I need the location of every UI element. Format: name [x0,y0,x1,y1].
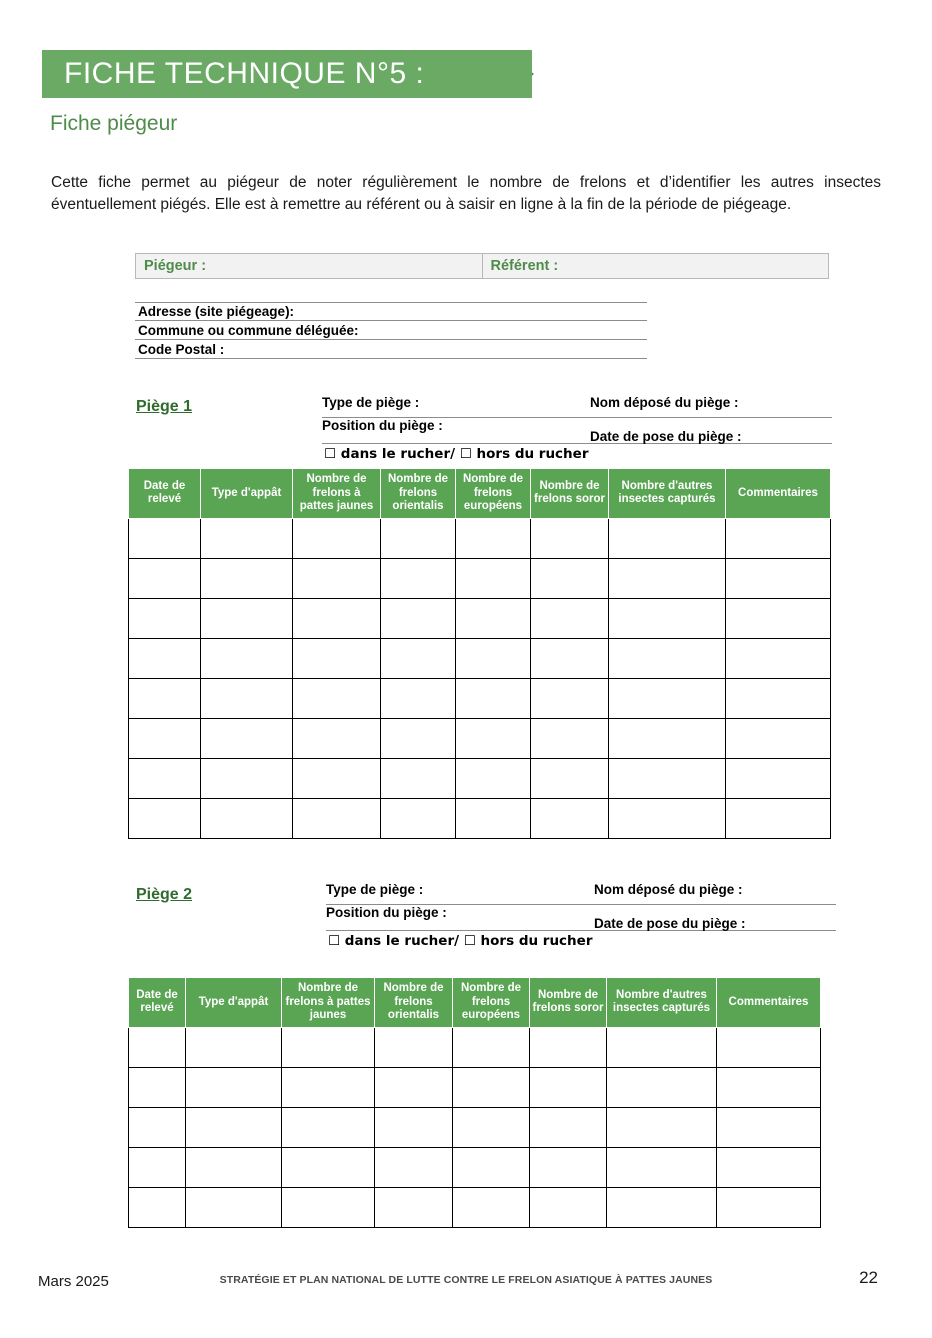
footer-date: Mars 2025 [38,1273,109,1290]
table-cell[interactable] [453,1027,530,1067]
trap-1-table [128,468,831,839]
table-cell[interactable] [129,1067,186,1107]
table-cell[interactable] [375,1067,453,1107]
table-cell[interactable] [530,1067,607,1107]
table-cell[interactable] [375,1027,453,1067]
table-cell[interactable] [717,1107,821,1147]
col-date-releve: Date de relevé [129,978,186,1028]
table-cell[interactable] [607,1027,717,1067]
trap-1-table-body [129,518,831,838]
table-cell[interactable] [726,678,831,718]
trap-1-type-row[interactable] [322,395,832,418]
trap-1-fields [322,395,832,467]
table-cell[interactable] [186,1147,282,1187]
trap-1-position-row[interactable] [322,418,832,444]
col-frelons-pattes-jaunes: Nombre de frelons à pattes jaunes [293,469,381,519]
table-cell[interactable] [129,678,201,718]
table-cell[interactable] [201,518,293,558]
col-type-appat: Type d'appât [186,978,282,1028]
table-cell[interactable] [530,1107,607,1147]
table-cell[interactable] [129,598,201,638]
trap-1-date-label: Date de pose du piège : [590,429,742,444]
col-frelons-orientalis: Nombre de frelons orientalis [381,469,456,519]
col-autres-insectes: Nombre d'autres insectes capturés [607,978,717,1028]
table-cell[interactable] [375,1147,453,1187]
trap-1-position-label: Position du piège : [322,418,443,433]
trap-2-fields [326,882,836,954]
trap-2-table-header-row [129,978,821,1028]
table-cell[interactable] [609,518,726,558]
table-cell[interactable] [531,638,609,678]
col-frelons-europeens: Nombre de frelons européens [453,978,530,1028]
table-cell[interactable] [717,1027,821,1067]
table-cell[interactable] [293,678,381,718]
trap-2-type-label: Type de piège : [326,882,424,897]
col-frelons-soror: Nombre de frelons soror [531,469,609,519]
table-cell[interactable] [381,518,456,558]
table-cell[interactable] [453,1147,530,1187]
table-cell[interactable] [201,598,293,638]
table-cell[interactable] [726,558,831,598]
trap-2-position-label: Position du piège : [326,905,447,920]
table-cell[interactable] [129,518,201,558]
table-cell[interactable] [531,798,609,838]
table-cell[interactable] [186,1027,282,1067]
table-cell[interactable] [293,598,381,638]
col-autres-insectes: Nombre d'autres insectes capturés [609,469,726,519]
table-cell[interactable] [129,1107,186,1147]
table-cell[interactable] [531,718,609,758]
footer-title: STRATÉGIE ET PLAN NATIONAL DE LUTTE CONTRE LE FRELON ASIATIQUE À PATTES JAUNES [219,1274,713,1286]
col-frelons-orientalis: Nombre de frelons orientalis [375,978,453,1028]
table-cell[interactable] [282,1027,375,1067]
table-cell[interactable] [531,758,609,798]
table-cell[interactable] [453,1107,530,1147]
table-cell[interactable] [607,1187,717,1227]
table-cell[interactable] [129,1187,186,1227]
table-cell[interactable] [201,798,293,838]
table-cell[interactable] [456,678,531,718]
page-subtitle: Fiche piégeur [50,112,178,135]
table-cell[interactable] [609,798,726,838]
table-cell[interactable] [531,678,609,718]
table-cell[interactable] [456,638,531,678]
table-cell[interactable] [726,638,831,678]
table-cell[interactable] [726,598,831,638]
table-cell[interactable] [129,558,201,598]
commune-field[interactable]: Commune ou commune déléguée: [135,321,647,340]
table-cell[interactable] [456,598,531,638]
trap-2-type-row[interactable] [326,882,836,905]
table-row [129,558,831,598]
trap-1-table-header-row [129,469,831,519]
table-cell[interactable] [201,678,293,718]
col-commentaires: Commentaires [717,978,821,1028]
table-cell[interactable] [201,718,293,758]
table-cell[interactable] [129,798,201,838]
table-cell[interactable] [282,1187,375,1227]
table-cell[interactable] [381,638,456,678]
trap-2-table [128,977,821,1228]
col-frelons-pattes-jaunes: Nombre de frelons à pattes jaunes [282,978,375,1028]
page-title: FICHE TECHNIQUE N°5 : [64,57,425,90]
identity-row [135,253,829,279]
table-cell[interactable] [293,638,381,678]
table-cell[interactable] [726,798,831,838]
trap-2-name-label: Nom déposé du piège : [594,882,743,897]
table-cell[interactable] [530,1027,607,1067]
table-cell[interactable] [717,1147,821,1187]
table-row [129,518,831,558]
table-cell[interactable] [293,718,381,758]
trap-1-name-label: Nom déposé du piège : [590,395,739,410]
table-cell[interactable] [186,1187,282,1227]
trap-2-date-label: Date de pose du piège : [594,916,746,931]
table-cell[interactable] [282,1067,375,1107]
trap-1-checkbox-row[interactable] [322,444,832,467]
table-row [129,678,831,718]
table-cell[interactable] [607,1147,717,1187]
table-cell[interactable] [186,1067,282,1107]
table-cell[interactable] [453,1067,530,1107]
table-cell[interactable] [293,558,381,598]
col-frelons-soror: Nombre de frelons soror [530,978,607,1028]
trap-2-label: Piège 2 [136,886,193,903]
table-cell[interactable] [530,1147,607,1187]
table-row [129,758,831,798]
table-cell[interactable] [375,1187,453,1227]
table-cell[interactable] [293,798,381,838]
trap-2-position-row[interactable] [326,905,836,931]
referent-field[interactable]: Référent : [482,254,829,278]
postal-code-field[interactable]: Code Postal : [135,340,647,359]
table-cell[interactable] [129,758,201,798]
intro-paragraph: Cette fiche permet au piégeur de noter régulièrement le nombre de frelons et d’identifier les autres insectes éventuellement piégés. Elle est à remettre au référent ou à saisir en ligne à la fin de la période de piégeage. [51,174,881,214]
trapper-field[interactable]: Piégeur : [144,258,207,274]
table-row [129,1107,821,1147]
table-cell[interactable] [531,598,609,638]
table-row [129,1027,821,1067]
table-cell[interactable] [609,718,726,758]
col-date-releve: Date de relevé [129,469,201,519]
table-cell[interactable] [282,1107,375,1147]
table-row [129,1187,821,1227]
table-cell[interactable] [607,1067,717,1107]
table-cell[interactable] [609,678,726,718]
table-cell[interactable] [456,798,531,838]
table-cell[interactable] [381,798,456,838]
address-site-field[interactable]: Adresse (site piégeage): [135,302,647,321]
table-row [129,718,831,758]
table-cell[interactable] [381,678,456,718]
address-block [135,302,647,359]
table-row [129,598,831,638]
header-banner [42,50,532,98]
table-cell[interactable] [129,1147,186,1187]
table-cell[interactable] [201,758,293,798]
table-cell[interactable] [456,558,531,598]
trap-1-label: Piège 1 [136,398,193,415]
table-cell[interactable] [375,1107,453,1147]
table-cell[interactable] [201,638,293,678]
table-cell[interactable] [186,1107,282,1147]
trap-1-type-label: Type de piège : [322,395,420,410]
trap-1-location-checkboxes[interactable]: ☐ dans le rucher/ ☐ hors du rucher [324,446,589,462]
table-cell[interactable] [531,558,609,598]
table-cell[interactable] [381,598,456,638]
table-row [129,1067,821,1107]
table-cell[interactable] [293,518,381,558]
table-cell[interactable] [456,718,531,758]
trap-2-table-body [129,1027,821,1227]
table-row [129,798,831,838]
table-cell[interactable] [609,758,726,798]
table-cell[interactable] [381,758,456,798]
table-cell[interactable] [530,1187,607,1227]
col-frelons-europeens: Nombre de frelons européens [456,469,531,519]
table-cell[interactable] [282,1147,375,1187]
table-cell[interactable] [609,598,726,638]
table-cell[interactable] [456,758,531,798]
trap-2-location-checkboxes[interactable]: ☐ dans le rucher/ ☐ hors du rucher [328,933,593,949]
table-cell[interactable] [726,758,831,798]
table-cell[interactable] [717,1187,821,1227]
table-cell[interactable] [717,1067,821,1107]
table-cell[interactable] [453,1187,530,1227]
col-commentaires: Commentaires [726,469,831,519]
table-row [129,1147,821,1187]
table-cell[interactable] [531,518,609,558]
table-cell[interactable] [293,758,381,798]
trap-2-checkbox-row[interactable] [326,931,836,954]
table-cell[interactable] [381,558,456,598]
table-cell[interactable] [201,558,293,598]
col-type-appat: Type d'appât [201,469,293,519]
table-cell[interactable] [726,518,831,558]
table-cell[interactable] [129,638,201,678]
table-cell[interactable] [609,558,726,598]
table-cell[interactable] [381,718,456,758]
table-cell[interactable] [129,718,201,758]
footer-page-number: 22 [859,1268,878,1287]
table-cell[interactable] [609,638,726,678]
table-cell[interactable] [129,1027,186,1067]
table-row [129,638,831,678]
table-cell[interactable] [456,518,531,558]
table-cell[interactable] [726,718,831,758]
table-cell[interactable] [607,1107,717,1147]
